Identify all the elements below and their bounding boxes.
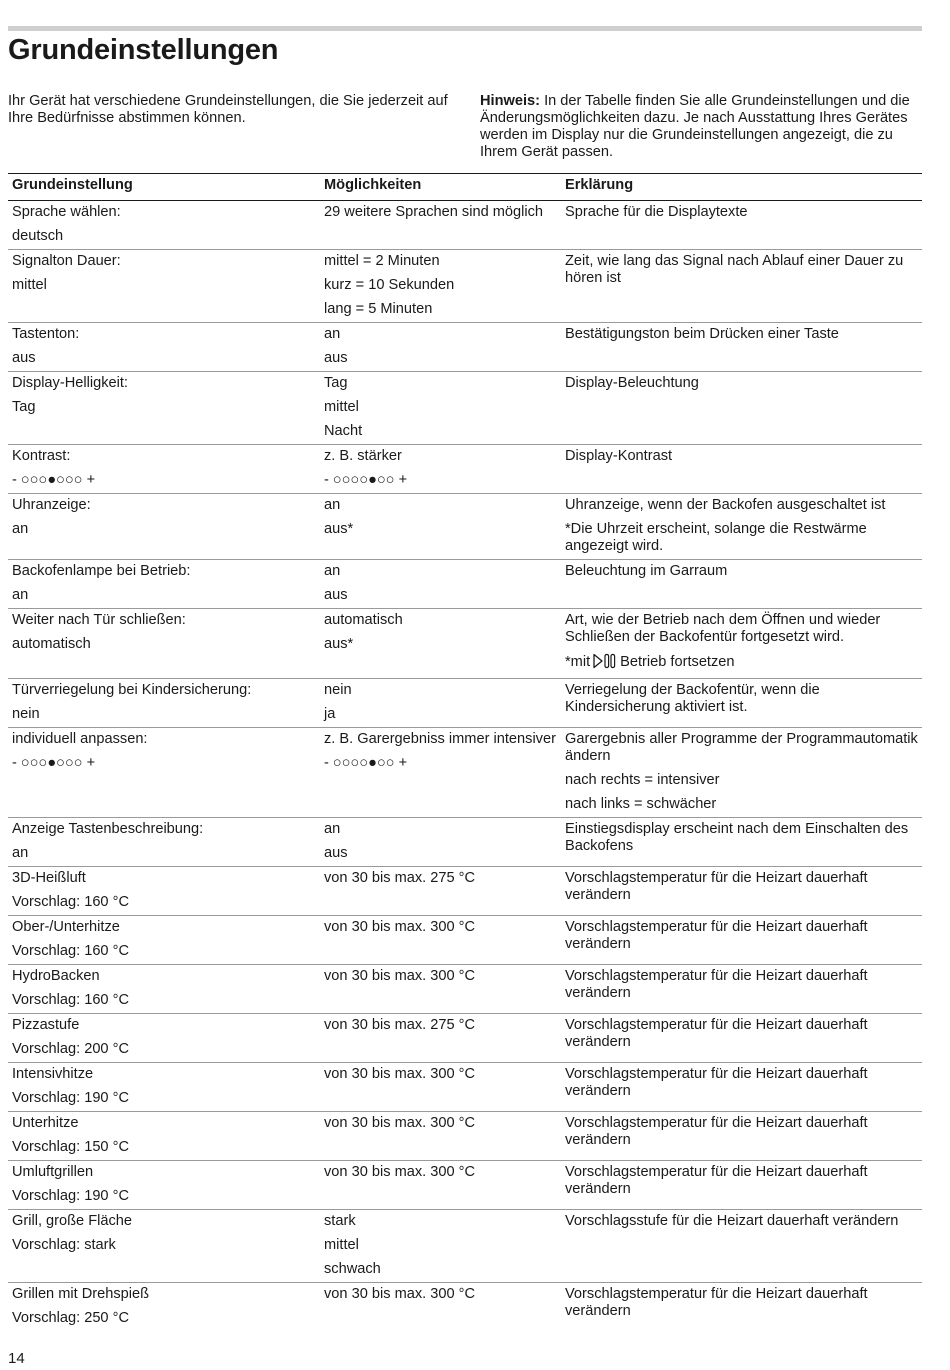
explanation-cell	[561, 867, 922, 916]
explanation-cell	[561, 494, 922, 560]
explanation-cell	[561, 1161, 922, 1210]
explanation-cell	[561, 201, 922, 250]
options-cell	[320, 609, 561, 679]
explanation-cell	[561, 1112, 922, 1161]
options-cell	[320, 1014, 561, 1063]
options-cell	[320, 965, 561, 1014]
options-line: aus*	[324, 521, 354, 537]
setting-cell	[8, 250, 320, 323]
setting-line: Vorschlag: stark	[12, 1237, 116, 1253]
table-row	[8, 1161, 922, 1210]
explanation-cell	[561, 679, 922, 728]
options-line: von 30 bis max. 300 °C	[324, 1115, 476, 1131]
table-row	[8, 609, 922, 679]
explanation-cell	[561, 250, 922, 323]
options-line: von 30 bis max. 275 °C	[324, 870, 476, 886]
setting-line: Tag	[12, 399, 36, 415]
setting-line: Vorschlag: 190 °C	[12, 1188, 129, 1204]
explanation-cell	[561, 1210, 922, 1283]
setting-line: aus	[12, 350, 36, 366]
options-cell	[320, 1112, 561, 1161]
options-cell	[320, 250, 561, 323]
options-line: von 30 bis max. 300 °C	[324, 1164, 476, 1180]
explanation-cell	[561, 609, 922, 679]
explanation-line: Vorschlagstemperatur für die Heizart dauerhaft verändern	[565, 1164, 868, 1197]
table-row	[8, 323, 922, 372]
explanation-line: Vorschlagstemperatur für die Heizart dauerhaft verändern	[565, 919, 868, 952]
explanation-line: *Die Uhrzeit erscheint, solange die Restwärme angezeigt wird.	[565, 521, 867, 554]
explanation-line: Garergebnis aller Programme der Programmautomatik ändern	[565, 731, 918, 764]
table-row	[8, 1112, 922, 1161]
setting-line: Vorschlag: 160 °C	[12, 943, 129, 959]
options-line: an	[324, 821, 341, 837]
setting-line: Anzeige Tastenbeschreibung:	[12, 821, 204, 837]
options-line: automatisch	[324, 612, 403, 628]
options-line: - ○○○○●○○ +	[324, 472, 408, 488]
explanation-line: Vorschlagstemperatur für die Heizart dauerhaft verändern	[565, 1115, 868, 1148]
setting-line: Tastenton:	[12, 326, 80, 342]
table-row	[8, 560, 922, 609]
setting-line: Signalton Dauer:	[12, 253, 121, 269]
top-rule	[8, 26, 922, 31]
table-row	[8, 494, 922, 560]
header-options: Möglichkeiten	[320, 174, 561, 201]
options-line: an	[324, 563, 341, 579]
play-pause-icon	[592, 653, 618, 674]
setting-line: Unterhitze	[12, 1115, 79, 1131]
explanation-line: Uhranzeige, wenn der Backofen ausgeschaltet ist	[565, 497, 886, 513]
setting-line: Weiter nach Tür schließen:	[12, 612, 186, 628]
options-cell	[320, 560, 561, 609]
options-line: von 30 bis max. 300 °C	[324, 919, 476, 935]
table-row	[8, 965, 922, 1014]
options-line: von 30 bis max. 300 °C	[324, 1286, 476, 1302]
setting-cell	[8, 1161, 320, 1210]
setting-line: Vorschlag: 250 °C	[12, 1310, 129, 1326]
setting-line: an	[12, 521, 29, 537]
explanation-line: Art, wie der Betrieb nach dem Öffnen und wieder Schließen der Backofentür fortgesetzt wird.	[565, 612, 881, 645]
note-box	[480, 93, 925, 161]
explanation-prefix: *mit	[565, 654, 591, 670]
explanation-line: Vorschlagstemperatur für die Heizart dauerhaft verändern	[565, 870, 868, 903]
options-line: von 30 bis max. 300 °C	[324, 968, 476, 984]
setting-cell	[8, 679, 320, 728]
explanation-line: Display-Beleuchtung	[565, 375, 699, 391]
options-cell	[320, 818, 561, 867]
options-cell	[320, 494, 561, 560]
setting-cell	[8, 1210, 320, 1283]
setting-cell	[8, 609, 320, 679]
setting-line: Vorschlag: 160 °C	[12, 992, 129, 1008]
options-cell	[320, 323, 561, 372]
table-row	[8, 445, 922, 494]
options-cell	[320, 867, 561, 916]
options-line: stark	[324, 1213, 356, 1229]
explanation-line: Einstiegsdisplay erscheint nach dem Einschalten des Backofens	[565, 821, 909, 854]
options-line: an	[324, 326, 341, 342]
setting-cell	[8, 445, 320, 494]
setting-line: automatisch	[12, 636, 91, 652]
setting-cell	[8, 867, 320, 916]
table-row	[8, 1063, 922, 1112]
options-line: 29 weitere Sprachen sind möglich	[324, 204, 544, 220]
page-number: 14	[8, 1350, 25, 1367]
explanation-line: Display-Kontrast	[565, 448, 673, 464]
setting-line: Grill, große Fläche	[12, 1213, 133, 1229]
setting-line: Pizzastufe	[12, 1017, 80, 1033]
options-line: kurz = 10 Sekunden	[324, 277, 455, 293]
options-cell	[320, 201, 561, 250]
table-row	[8, 728, 922, 818]
explanation-cell	[561, 818, 922, 867]
options-line: ja	[324, 706, 336, 722]
options-line: - ○○○○●○○ +	[324, 755, 408, 771]
setting-cell	[8, 323, 320, 372]
setting-line: Kontrast:	[12, 448, 71, 464]
options-cell	[320, 1161, 561, 1210]
setting-line: 3D-Heißluft	[12, 870, 86, 886]
options-cell	[320, 728, 561, 818]
setting-cell	[8, 1063, 320, 1112]
setting-line: Vorschlag: 200 °C	[12, 1041, 129, 1057]
setting-cell	[8, 1014, 320, 1063]
setting-cell	[8, 1112, 320, 1161]
options-line: nein	[324, 682, 352, 698]
explanation-line: Vorschlagstemperatur für die Heizart dauerhaft verändern	[565, 968, 868, 1001]
explanation-cell	[561, 728, 922, 818]
options-line: aus*	[324, 636, 354, 652]
setting-line: - ○○○●○○○ +	[12, 472, 96, 488]
setting-line: Intensivhitze	[12, 1066, 94, 1082]
note-label: Hinweis:	[480, 93, 541, 109]
options-line: mittel	[324, 1237, 359, 1253]
explanation-line: nach rechts = intensiver	[565, 772, 720, 788]
table-row	[8, 916, 922, 965]
options-line: mittel	[324, 399, 359, 415]
options-cell	[320, 916, 561, 965]
explanation-line: Verriegelung der Backofentür, wenn die Kindersicherung aktiviert ist.	[565, 682, 820, 715]
options-cell	[320, 1063, 561, 1112]
options-line: z. B. stärker	[324, 448, 402, 464]
explanation-cell	[561, 1283, 922, 1332]
table-row	[8, 1014, 922, 1063]
page-title: Grundeinstellungen	[8, 34, 279, 66]
setting-line: Vorschlag: 190 °C	[12, 1090, 129, 1106]
settings-table	[8, 173, 922, 1331]
setting-line: an	[12, 845, 29, 861]
explanation-cell	[561, 445, 922, 494]
explanation-icon-line	[565, 653, 918, 674]
setting-line: Ober-/Unterhitze	[12, 919, 120, 935]
setting-line: Backofenlampe bei Betrieb:	[12, 563, 191, 579]
setting-line: Sprache wählen:	[12, 204, 121, 220]
setting-line: Uhranzeige:	[12, 497, 91, 513]
options-cell	[320, 1210, 561, 1283]
setting-cell	[8, 728, 320, 818]
table-row	[8, 250, 922, 323]
options-line: z. B. Garergebniss immer intensiver	[324, 731, 556, 747]
setting-line: deutsch	[12, 228, 64, 244]
setting-line: HydroBacken	[12, 968, 100, 984]
options-line: schwach	[324, 1261, 381, 1277]
explanation-line: Vorschlagstemperatur für die Heizart dauerhaft verändern	[565, 1286, 868, 1319]
explanation-cell	[561, 560, 922, 609]
options-line: Tag	[324, 375, 348, 391]
setting-cell	[8, 818, 320, 867]
setting-cell	[8, 372, 320, 445]
header-explanation: Erklärung	[561, 174, 922, 201]
setting-line: Türverriegelung bei Kindersicherung:	[12, 682, 252, 698]
setting-line: Display-Helligkeit:	[12, 375, 128, 391]
options-line: an	[324, 497, 341, 513]
explanation-line: Bestätigungston beim Drücken einer Taste	[565, 326, 839, 342]
intro-text: Ihr Gerät hat verschiedene Grundeinstellungen, die Sie jederzeit auf Ihre Bedürfnisse abstimmen können.	[8, 93, 448, 126]
table-row	[8, 1283, 922, 1332]
setting-line: Vorschlag: 150 °C	[12, 1139, 129, 1155]
options-cell	[320, 1283, 561, 1332]
explanation-cell	[561, 965, 922, 1014]
explanation-line: nach links = schwächer	[565, 796, 717, 812]
options-line: lang = 5 Minuten	[324, 301, 433, 317]
explanation-cell	[561, 916, 922, 965]
table-row	[8, 818, 922, 867]
options-line: aus	[324, 587, 348, 603]
options-cell	[320, 372, 561, 445]
explanation-suffix: Betrieb fortsetzen	[620, 654, 735, 670]
note-text: In der Tabelle finden Sie alle Grundeinstellungen und die Änderungsmöglichkeiten dazu. Je nach Ausstattung Ihres Gerätes werden im Display nur die Grundeinstellungen angezeigt, die zu Ihrem Gerät passen.	[480, 93, 910, 160]
setting-line: Grillen mit Drehspieß	[12, 1286, 150, 1302]
setting-cell	[8, 494, 320, 560]
options-line: aus	[324, 350, 348, 366]
setting-cell	[8, 560, 320, 609]
setting-line: Vorschlag: 160 °C	[12, 894, 129, 910]
options-line: Nacht	[324, 423, 363, 439]
options-line: mittel = 2 Minuten	[324, 253, 440, 269]
explanation-line: Vorschlagsstufe für die Heizart dauerhaft verändern	[565, 1213, 899, 1229]
setting-cell	[8, 965, 320, 1014]
setting-cell	[8, 916, 320, 965]
explanation-line: Vorschlagstemperatur für die Heizart dauerhaft verändern	[565, 1066, 868, 1099]
setting-cell	[8, 201, 320, 250]
header-setting: Grundeinstellung	[8, 174, 320, 201]
setting-line: mittel	[12, 277, 47, 293]
explanation-cell	[561, 323, 922, 372]
setting-line: an	[12, 587, 29, 603]
table-row	[8, 867, 922, 916]
options-line: von 30 bis max. 275 °C	[324, 1017, 476, 1033]
options-cell	[320, 445, 561, 494]
setting-line: - ○○○●○○○ +	[12, 755, 96, 771]
table-row	[8, 201, 922, 250]
table-row	[8, 679, 922, 728]
explanation-line: Vorschlagstemperatur für die Heizart dauerhaft verändern	[565, 1017, 868, 1050]
table-row	[8, 1210, 922, 1283]
explanation-line: Beleuchtung im Garraum	[565, 563, 728, 579]
explanation-cell	[561, 1063, 922, 1112]
setting-line: individuell anpassen:	[12, 731, 148, 747]
table-header-row	[8, 174, 922, 201]
explanation-cell	[561, 372, 922, 445]
setting-cell	[8, 1283, 320, 1332]
setting-line: nein	[12, 706, 40, 722]
setting-line: Umluftgrillen	[12, 1164, 94, 1180]
options-line: aus	[324, 845, 348, 861]
options-cell	[320, 679, 561, 728]
options-line: von 30 bis max. 300 °C	[324, 1066, 476, 1082]
explanation-cell	[561, 1014, 922, 1063]
explanation-line: Zeit, wie lang das Signal nach Ablauf einer Dauer zu hören ist	[565, 253, 904, 286]
table-row	[8, 372, 922, 445]
explanation-line: Sprache für die Displaytexte	[565, 204, 748, 220]
